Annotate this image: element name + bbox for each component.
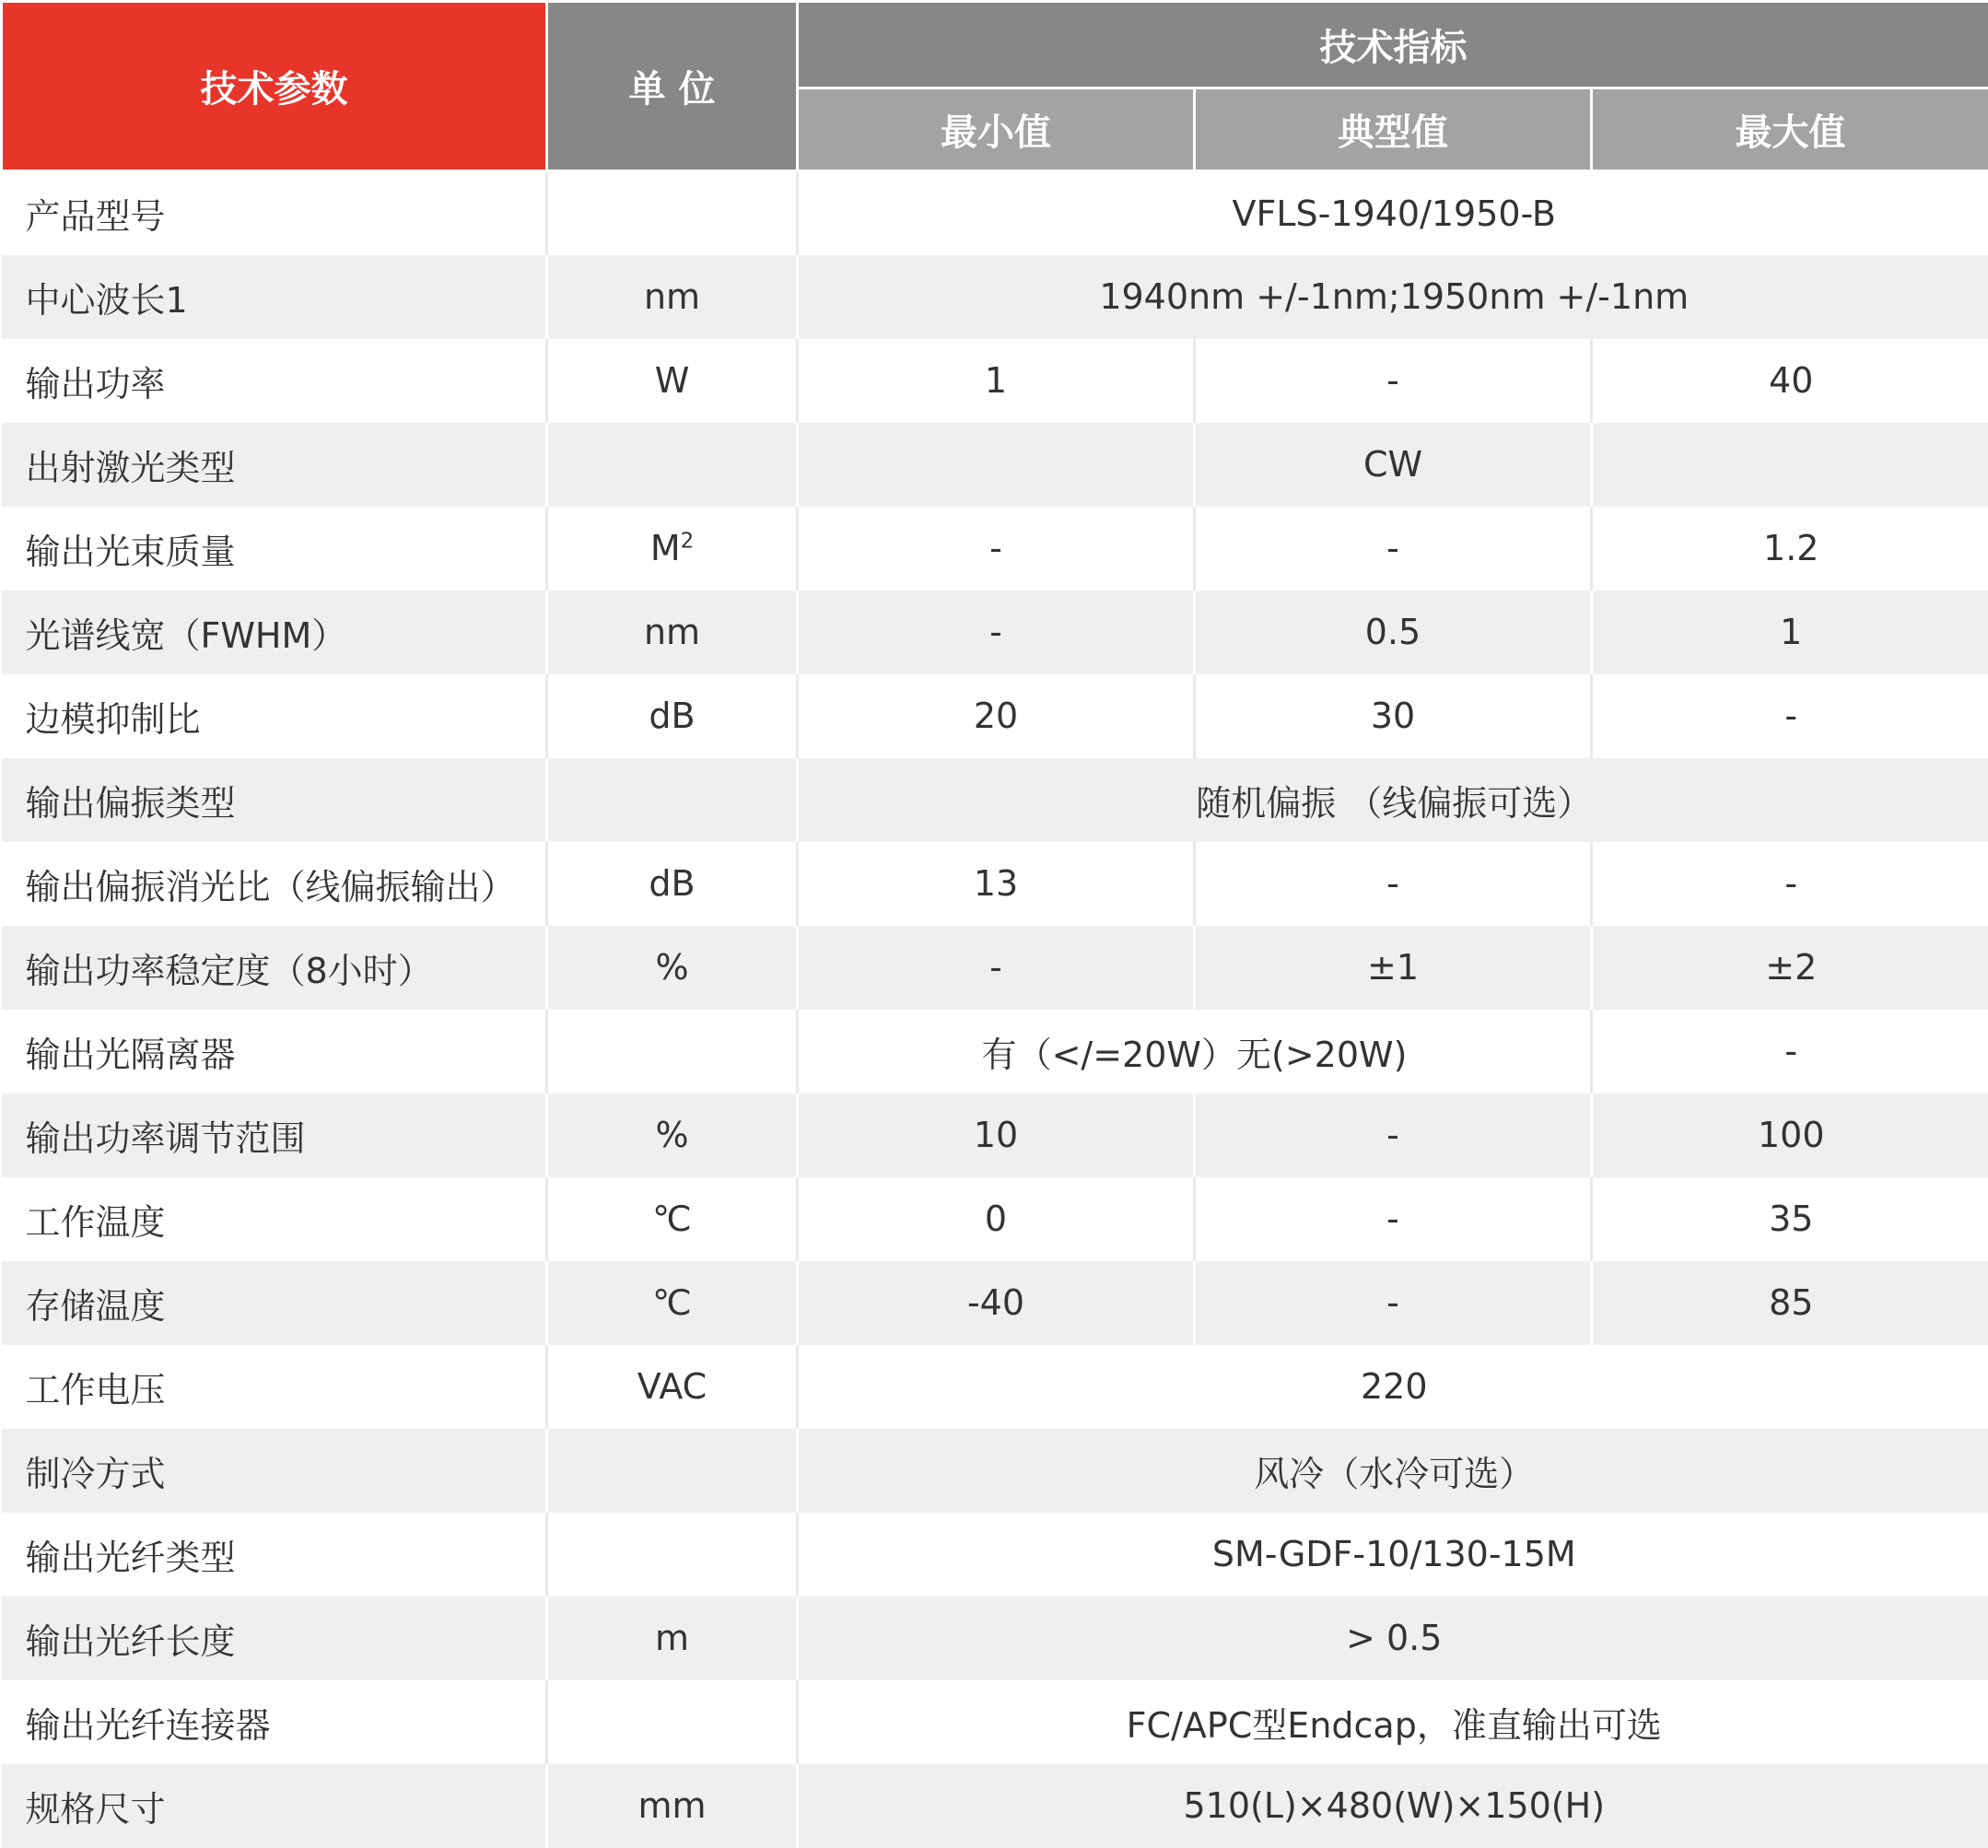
header-unit: 单 位 <box>547 2 798 171</box>
header-spec: 技术指标 <box>798 2 1988 88</box>
typ-cell: - <box>1195 339 1592 423</box>
typ-cell: 0.5 <box>1195 591 1592 674</box>
table-row <box>2 758 1988 842</box>
unit-cell <box>547 171 798 255</box>
typ-cell: - <box>1195 1261 1592 1345</box>
value-cell: SM-GDF-10/130-15M <box>798 1513 1988 1597</box>
param-cell: 中心波长1 <box>2 255 547 339</box>
max-cell: ±2 <box>1592 926 1988 1010</box>
unit-cell: % <box>547 1094 798 1177</box>
max-cell: 85 <box>1592 1261 1988 1345</box>
param-cell: 工作电压 <box>2 1345 547 1429</box>
param-cell: 输出光隔离器 <box>2 1010 547 1094</box>
unit-cell: dB <box>547 674 798 758</box>
min-cell: -40 <box>798 1261 1195 1345</box>
max-cell: 100 <box>1592 1094 1988 1177</box>
unit-cell: W <box>547 339 798 423</box>
param-cell: 输出光纤连接器 <box>2 1680 547 1764</box>
param-cell: 输出光纤类型 <box>2 1513 547 1597</box>
max-cell: 1.2 <box>1592 507 1988 591</box>
typ-cell: - <box>1195 1177 1592 1261</box>
value-cell: > 0.5 <box>798 1597 1988 1680</box>
table-row <box>2 1261 1988 1345</box>
param-cell: 出射激光类型 <box>2 423 547 507</box>
table-row <box>2 1597 1988 1680</box>
min-cell: - <box>798 591 1195 674</box>
table-row <box>2 1345 1988 1429</box>
unit-cell: nm <box>547 591 798 674</box>
param-cell: 输出偏振类型 <box>2 758 547 842</box>
table-row <box>2 842 1988 926</box>
table-row <box>2 1177 1988 1261</box>
min-cell: 13 <box>798 842 1195 926</box>
unit-cell <box>547 1513 798 1597</box>
value-cell: FC/APC型Endcap，准直输出可选 <box>798 1680 1988 1764</box>
param-cell: 存储温度 <box>2 1261 547 1345</box>
table-row <box>2 1513 1988 1597</box>
unit-cell <box>547 1429 798 1513</box>
value-cell: 510(L)×480(W)×150(H) <box>798 1764 1988 1848</box>
unit-cell: VAC <box>547 1345 798 1429</box>
table-row <box>2 1764 1988 1848</box>
min-cell: - <box>798 926 1195 1010</box>
param-cell: 边模抑制比 <box>2 674 547 758</box>
value-cell: VFLS-1940/1950-B <box>798 171 1988 255</box>
param-cell: 规格尺寸 <box>2 1764 547 1848</box>
min-cell: - <box>798 507 1195 591</box>
table-row <box>2 1010 1988 1094</box>
typ-cell: 30 <box>1195 674 1592 758</box>
param-cell: 光谱线宽（FWHM） <box>2 591 547 674</box>
max-cell: - <box>1592 842 1988 926</box>
unit-cell: ℃ <box>547 1261 798 1345</box>
unit-cell <box>547 1010 798 1094</box>
param-cell: 输出光束质量 <box>2 507 547 591</box>
value-cell: 风冷（水冷可选） <box>798 1429 1988 1513</box>
max-cell: - <box>1592 1010 1988 1094</box>
table-row <box>2 1094 1988 1177</box>
table-row <box>2 591 1988 674</box>
typ-cell: CW <box>1195 423 1592 507</box>
unit-cell: ℃ <box>547 1177 798 1261</box>
typ-cell: ±1 <box>1195 926 1592 1010</box>
param-cell: 输出功率调节范围 <box>2 1094 547 1177</box>
max-cell: 40 <box>1592 339 1988 423</box>
min-cell: 0 <box>798 1177 1195 1261</box>
param-cell: 制冷方式 <box>2 1429 547 1513</box>
header-min: 最小值 <box>798 88 1195 171</box>
table-row <box>2 674 1988 758</box>
max-cell: 35 <box>1592 1177 1988 1261</box>
value-cell: 220 <box>798 1345 1988 1429</box>
value-cell: 1940nm +/-1nm;1950nm +/-1nm <box>798 255 1988 339</box>
unit-cell: % <box>547 926 798 1010</box>
min-cell: 1 <box>798 339 1195 423</box>
param-cell: 输出偏振消光比（线偏振输出） <box>2 842 547 926</box>
table-row <box>2 926 1988 1010</box>
unit-cell: m <box>547 1597 798 1680</box>
typ-cell: - <box>1195 1094 1592 1177</box>
header-param: 技术参数 <box>2 2 547 171</box>
unit-cell <box>547 758 798 842</box>
unit-base: M <box>650 528 681 568</box>
unit-cell <box>547 423 798 507</box>
param-cell: 输出功率 <box>2 339 547 423</box>
unit-cell: mm <box>547 1764 798 1848</box>
max-cell <box>1592 423 1988 507</box>
unit-cell: nm <box>547 255 798 339</box>
min-cell: 10 <box>798 1094 1195 1177</box>
header-typ: 典型值 <box>1195 88 1592 171</box>
min-cell: 20 <box>798 674 1195 758</box>
unit-cell <box>547 1680 798 1764</box>
table-row <box>2 255 1988 339</box>
param-cell: 产品型号 <box>2 171 547 255</box>
value-cell: 有（</=20W）无(>20W) <box>798 1010 1592 1094</box>
table-row <box>2 423 1988 507</box>
min-cell <box>798 423 1195 507</box>
table-row <box>2 339 1988 423</box>
param-cell: 输出光纤长度 <box>2 1597 547 1680</box>
table-row <box>2 171 1988 255</box>
table-row <box>2 507 1988 591</box>
param-cell: 输出功率稳定度（8小时） <box>2 926 547 1010</box>
max-cell: - <box>1592 674 1988 758</box>
unit-superscript: 2 <box>681 529 695 553</box>
table-row <box>2 1429 1988 1513</box>
value-cell: 随机偏振 （线偏振可选） <box>798 758 1988 842</box>
unit-cell: dB <box>547 842 798 926</box>
unit-cell <box>547 507 798 591</box>
typ-cell: - <box>1195 842 1592 926</box>
table-row <box>2 1680 1988 1764</box>
max-cell: 1 <box>1592 591 1988 674</box>
header-max: 最大值 <box>1592 88 1988 171</box>
typ-cell: - <box>1195 507 1592 591</box>
param-cell: 工作温度 <box>2 1177 547 1261</box>
